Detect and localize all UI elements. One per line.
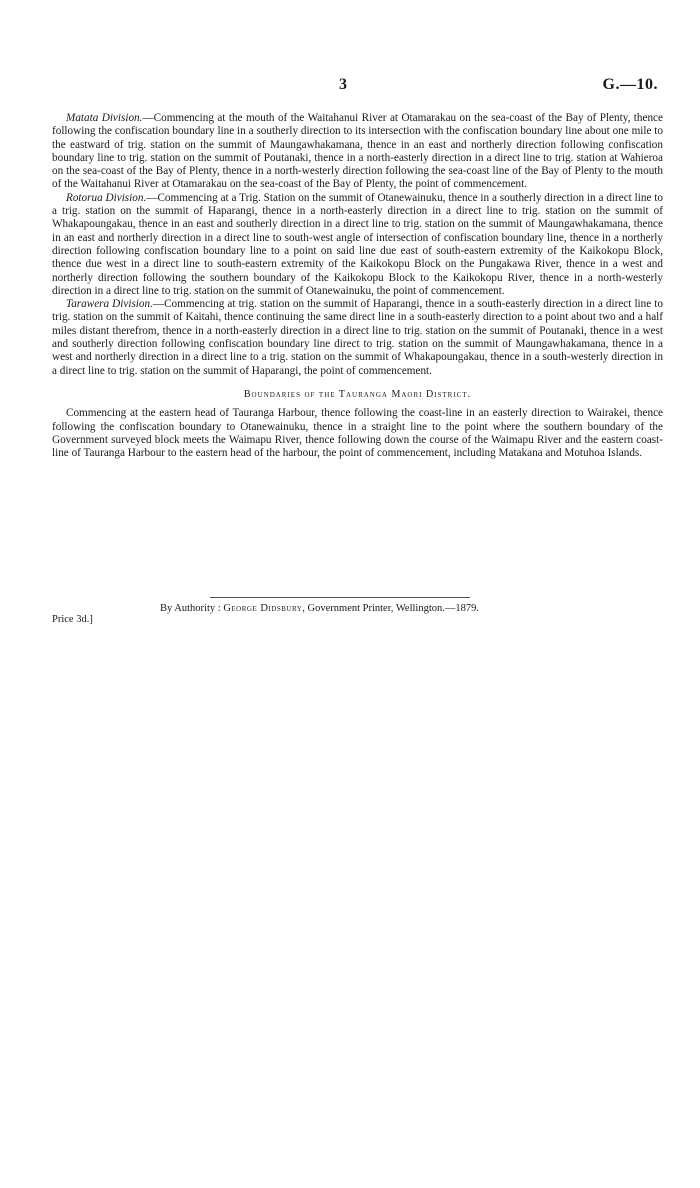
authority-prefix: By Authority : bbox=[160, 603, 221, 614]
division-title: Tarawera Division. bbox=[66, 298, 153, 311]
division-title: Matata Division. bbox=[66, 112, 143, 124]
document-code: G.—10. bbox=[602, 76, 658, 93]
price-label: Price 3d.] bbox=[52, 614, 93, 625]
paragraph-boundaries: Commencing at the eastern head of Tauranga Harbour, thence following the coast-line in an easterly direction to Wairakei, thence following the confiscation boundary to Otanewainuku, thence in a straight line to the point where the southern boundary of the Government surveyed block meets the Waimapu River, thence following down the course of the Waimapu River and the eastern coast-line of Tauranga Harbour to the eastern head of the harbour, the point of commencement, including Matakana and Motuhoa Islands. bbox=[52, 407, 663, 460]
printer-name: George Didsbury bbox=[223, 603, 303, 614]
section-heading: Boundaries of the Tauranga Maori District. bbox=[243, 388, 472, 400]
paragraph-text: —Commencing at trig. station on the summit of Haparangi, thence in a south-easterly direction in a direct line to trig. station on the summit of Kaitahi, thence continuing the same direct line in a south-easterly direction to a point about two and a half miles distant therefrom, thence in a north-easterly direction in a direct line to trig. station on the summit of Poutanaki, thence in a west and southerly direction following confiscation boundary line direct to trig. station on the summit of Maungawhakamana, thence in a west and northerly direction in a direct line to a trig. station on the summit of Whakapoungakau, thence in a south-westerly direction in a direct line to trig. station on the summit of Haparangi, the point of commencement. bbox=[52, 298, 663, 377]
authority-suffix: , Government Printer, Wellington.—1879. bbox=[302, 603, 480, 614]
division-title: Rotorua Division. bbox=[66, 191, 147, 204]
page-number: 3 bbox=[339, 76, 347, 93]
paragraph-matata bbox=[52, 112, 663, 192]
document-body bbox=[52, 112, 663, 460]
footer-divider bbox=[210, 597, 470, 598]
paragraph-rotorua bbox=[52, 192, 663, 298]
printer-authority bbox=[160, 603, 479, 614]
paragraph-text: —Commencing at the mouth of the Waitahanui River at Otamarakau on the sea-coast of the Bay of Plenty, thence following the confiscation boundary line in a southerly direction to its intersection with the confiscation boundary line about one mile to the eastward of trig. station on the summit of Maungawhakamana, thence in an east and northerly direction following confiscation boundary line to trig. station on the summit of Poutanaki, thence in a north-easterly direction in a direct line to trig. station at Wahieroa on the sea-coast of the Bay of Plenty, thence in a north-westerly direction following the sea-coast line of the Bay of Plenty to the mouth of the Waitahanui River at Otamarakau on the sea-coast of the Bay of Plenty, the point of commencement. bbox=[52, 112, 663, 191]
paragraph-tarawera bbox=[52, 298, 663, 378]
paragraph-text: —Commencing at a Trig. Station on the summit of Otanewainuku, thence in a southerly direction in a direct line to a trig. station on the summit of Haparangi, thence in a north-easterly direction in a direct line to trig. station on the summit of Whakapoungakau, thence in an east and southerly direction in a direct line to trig. station on the summit of Maungawhakamana, thence in an east and northerly direction in a direct line to south-west angle of intersection of confiscation boundary line, thence in a northerly direction following confiscation boundary line to a point on said line due east of south-eastern extremity of the Kaikokopu Block, thence due west in a direct line to south-eastern extremity of the Kaikokopu Block on the Pungakawa River, thence in a west and northerly direction following the southern boundary of the Kaikokopu Block to the Kaikokopu River, thence in a north-westerly direction in a direct line to trig. station on the summit of Otanewainuku, the point of commencement. bbox=[52, 191, 663, 297]
